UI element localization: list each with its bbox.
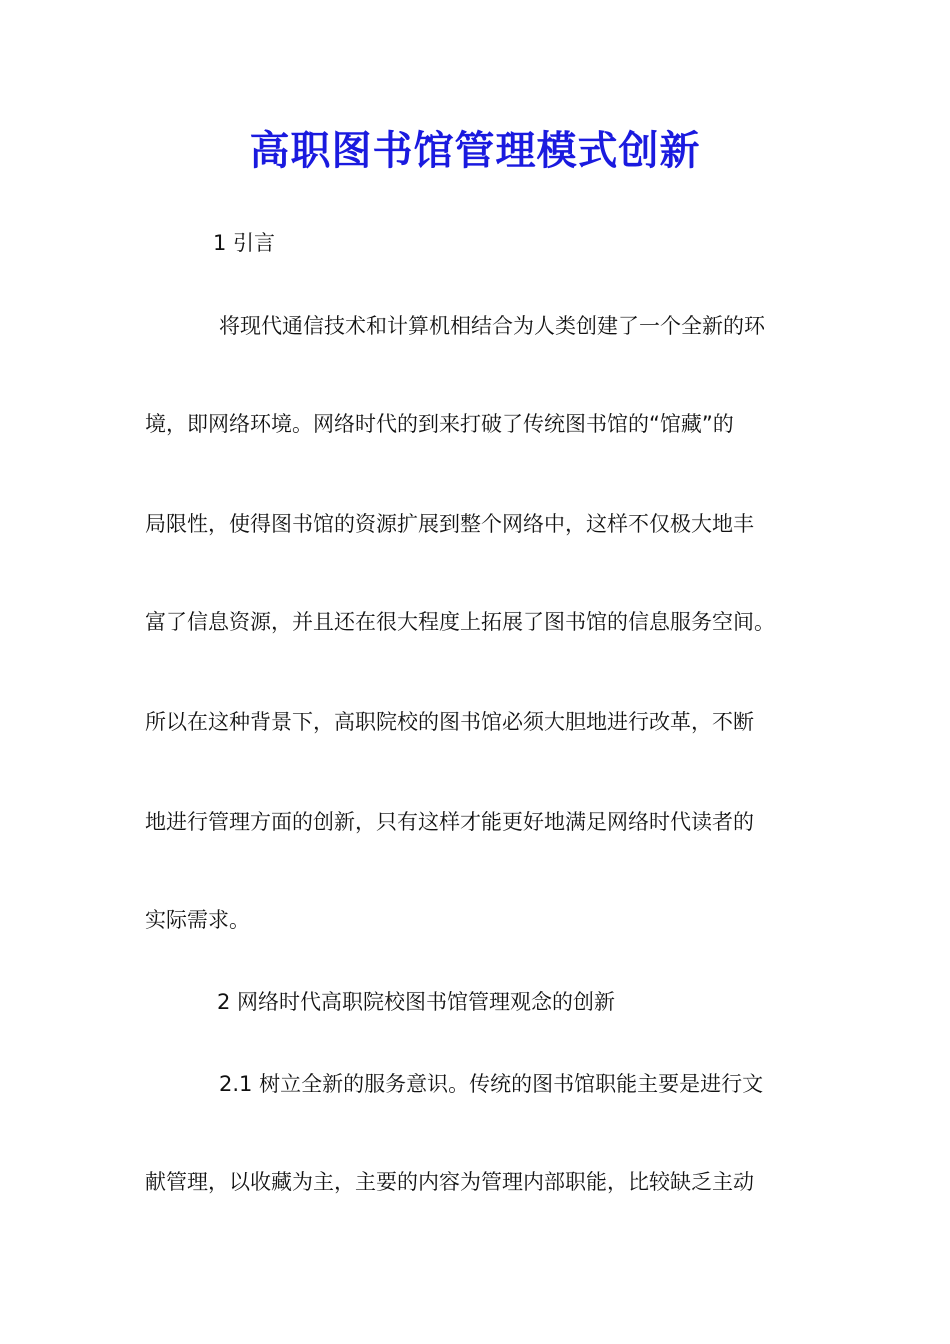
- paragraph-line: 局限性，使得图书馆的资源扩展到整个网络中，这样不仅极大地丰: [145, 512, 754, 536]
- paragraph-line: 境，即网络环境。网络时代的到来打破了传统图书馆的“馆藏”的: [145, 412, 734, 436]
- paragraph-line: 富了信息资源，并且还在很大程度上拓展了图书馆的信息服务空间。: [145, 610, 775, 634]
- document-title: 高职图书馆管理模式创新: [249, 127, 701, 174]
- paragraph-line: 实际需求。: [145, 908, 250, 932]
- section-heading-2: 2 网络时代高职院校图书馆管理观念的创新: [217, 990, 616, 1014]
- paragraph-line: 2.1 树立全新的服务意识。传统的图书馆职能主要是进行文: [219, 1072, 764, 1096]
- paragraph-line: 将现代通信技术和计算机相结合为人类创建了一个全新的环: [219, 314, 765, 338]
- section-heading-intro: 1 引言: [213, 231, 276, 255]
- paragraph-line: 献管理，以收藏为主，主要的内容为管理内部职能，比较缺乏主动: [145, 1170, 754, 1194]
- paragraph-line: 所以在这种背景下，高职院校的图书馆必须大胆地进行改革，不断: [145, 710, 754, 734]
- paragraph-line: 地进行管理方面的创新，只有这样才能更好地满足网络时代读者的: [145, 810, 754, 834]
